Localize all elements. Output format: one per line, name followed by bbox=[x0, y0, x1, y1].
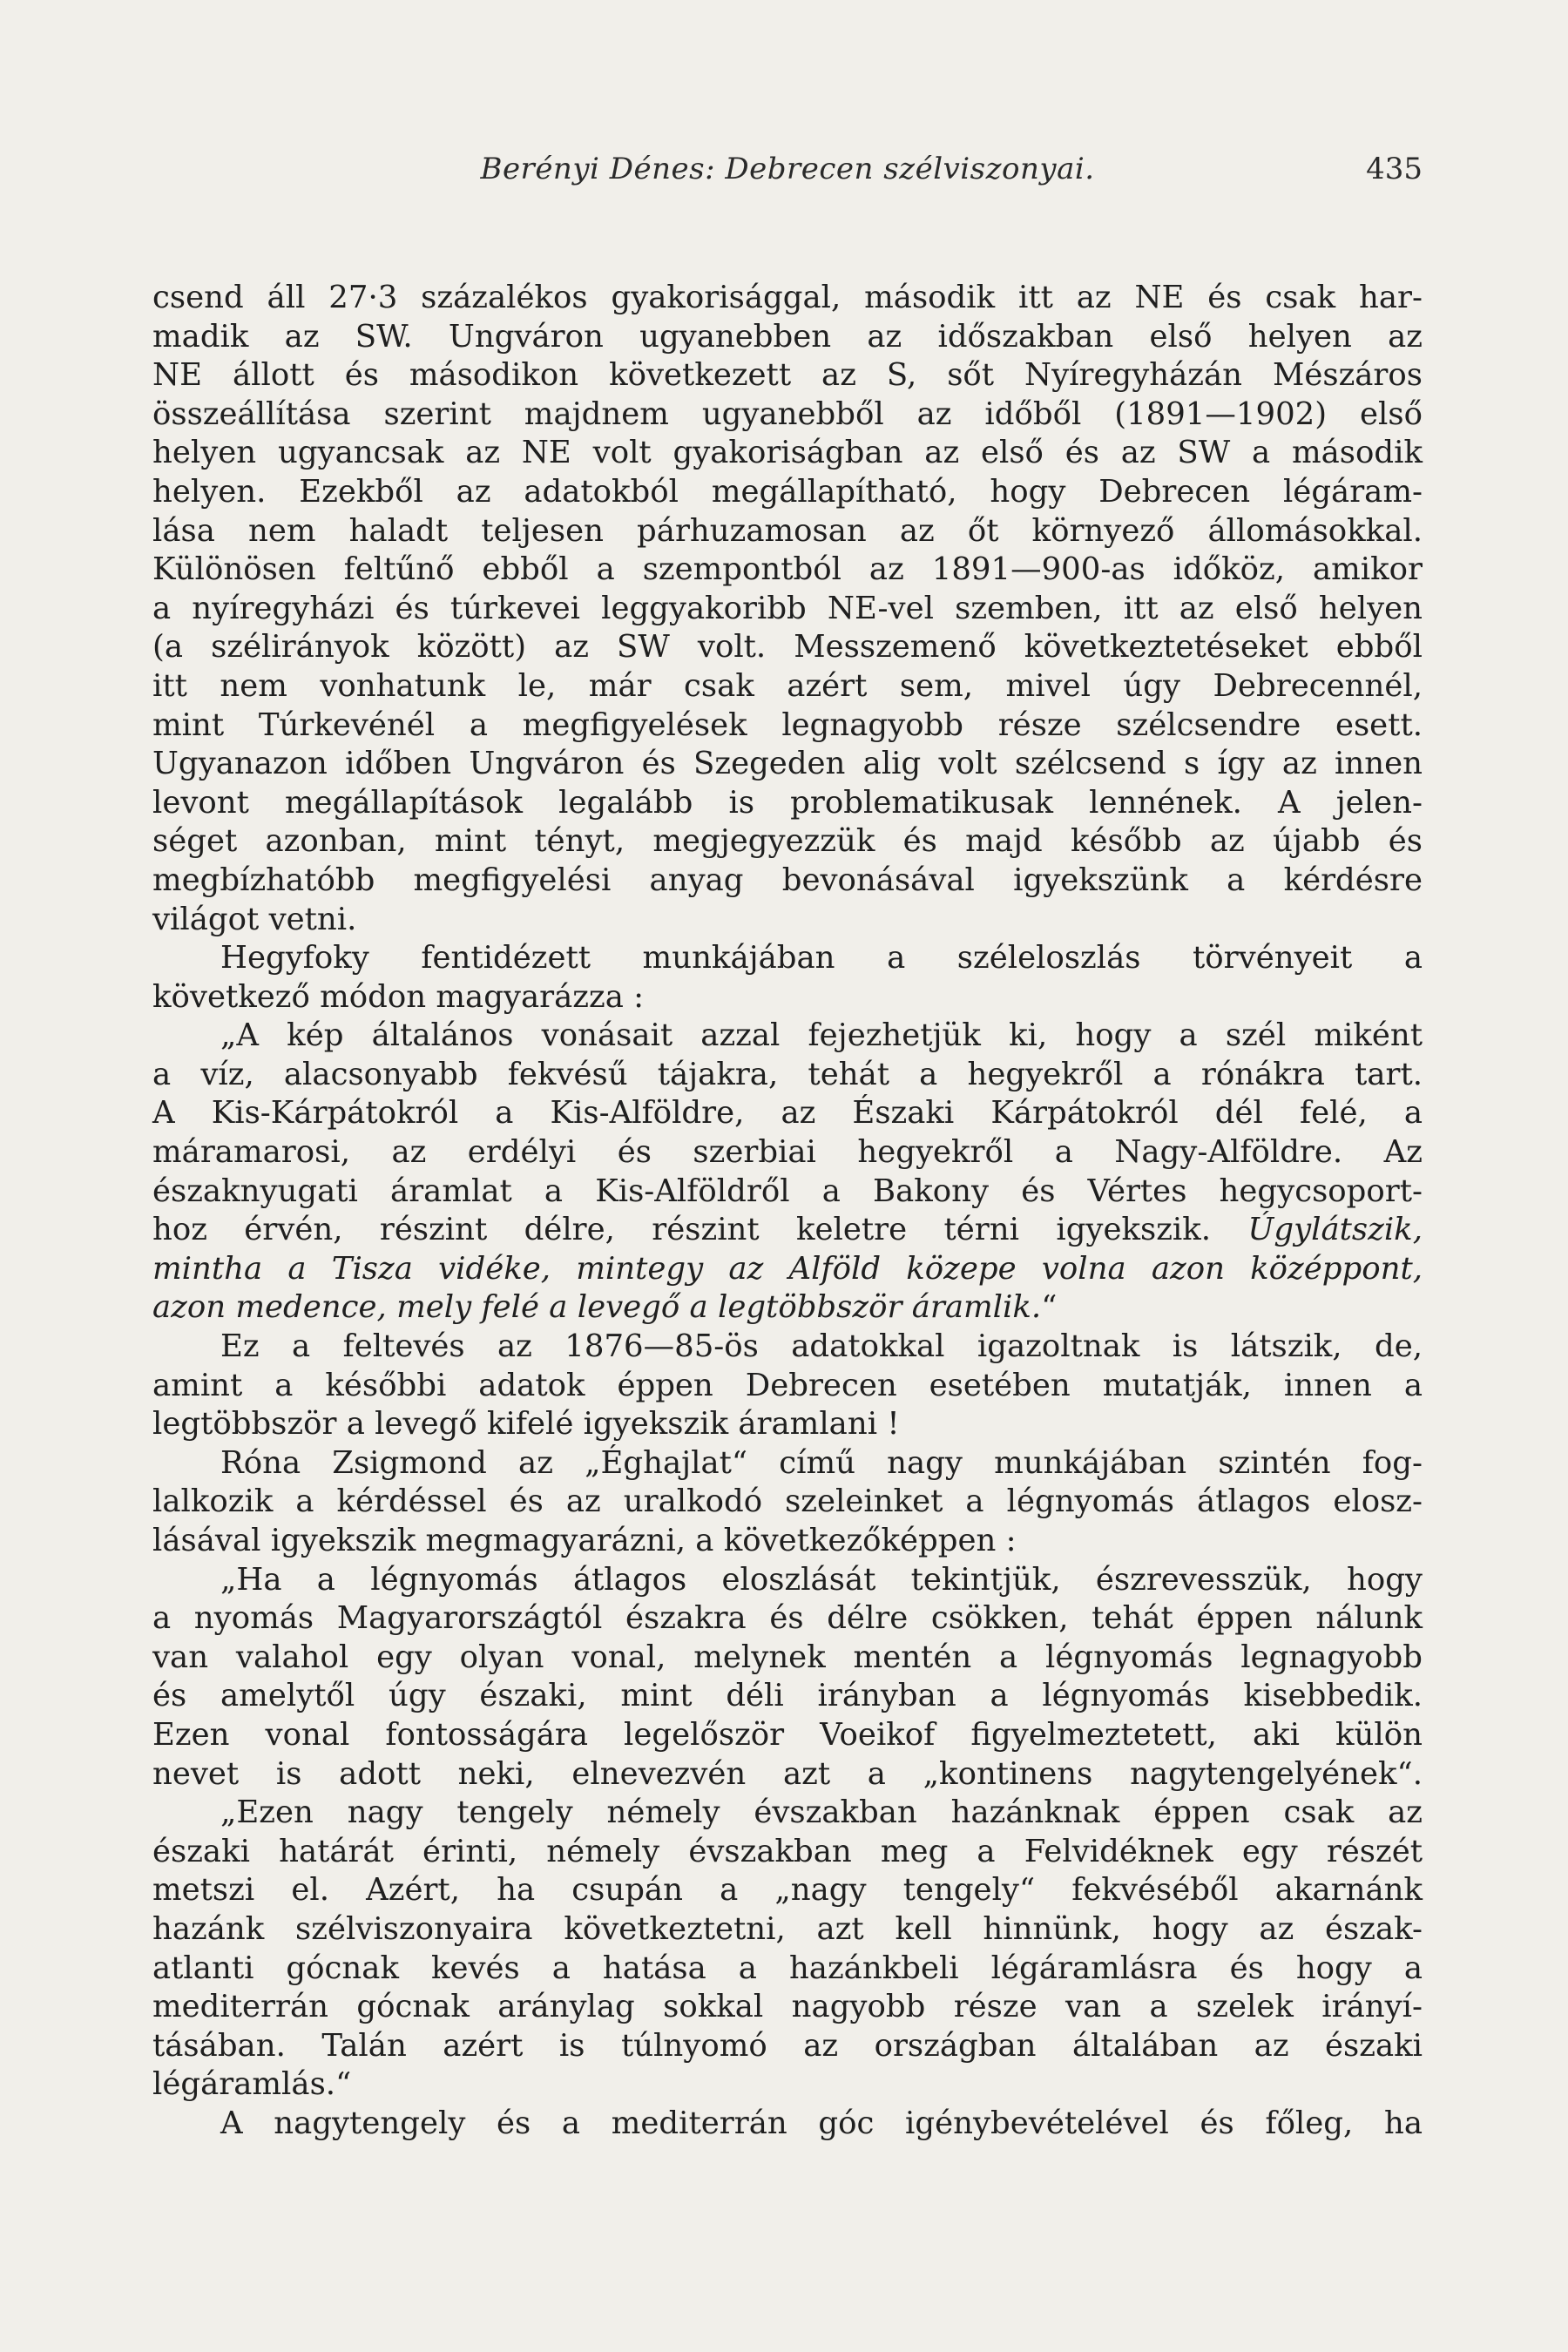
running-head bbox=[152, 152, 1423, 197]
text-line: séget azonban, mint tényt, megjegyezzük és majd később az újabb és bbox=[152, 823, 1423, 860]
text-line: mint Túrkevénél a megfigyelések legnagyobb része szélcsendre esett. bbox=[152, 706, 1423, 743]
text-line: hazánk szélviszonyaira következtetni, azt kell hinnünk, hogy az észak- bbox=[152, 1910, 1423, 1947]
text-line: atlanti gócnak kevés a hatása a hazánkbeli légáramlásra és hogy a bbox=[152, 1950, 1423, 1986]
page-number: 435 bbox=[1366, 152, 1423, 186]
running-title: Berényi Dénes: Debrecen szélviszonyai. bbox=[480, 152, 1095, 186]
body-text bbox=[152, 279, 1423, 2144]
text-line: A Kis-Kárpátokról a Kis-Alföldre, az Északi Kárpátokról dél felé, a bbox=[152, 1095, 1423, 1132]
text-line-mixed bbox=[152, 1211, 1423, 1250]
text-line: helyen. Ezekből az adatokból megállapítható, hogy Debrecen légáram- bbox=[152, 473, 1423, 510]
text-line: legtöbbször a levegő kifelé igyekszik áramlani ! bbox=[152, 1406, 900, 1443]
text-line: levont megállapítások legalább is problematikusak lennének. A jelen- bbox=[152, 784, 1423, 821]
text-line: a nyomás Magyarországtól északra és délre csökken, tehát éppen nálunk bbox=[152, 1600, 1423, 1637]
text-line: madik az SW. Ungváron ugyanebben az időszakban első helyen az bbox=[152, 318, 1423, 355]
text-line: a víz, alacsonyabb fekvésű tájakra, tehát a hegyekről a rónákra tart. bbox=[152, 1056, 1423, 1092]
text-line: A nagytengely és a mediterrán góc igénybevételével és főleg, ha bbox=[220, 2105, 1423, 2141]
text-line: északi határát érinti, némely évszakban meg a Felvidéknek egy részét bbox=[152, 1833, 1423, 1869]
text-fragment: hoz érvén, részint délre, részint keletre térni igyekszik. bbox=[152, 1212, 1212, 1248]
text-line: a nyíregyházi és túrkevei leggyakoribb NE-vel szemben, itt az első helyen bbox=[152, 590, 1423, 626]
text-line: összeállítása szerint majdnem ugyanebből az időből (1891—1902) első bbox=[152, 395, 1423, 432]
paragraph-1 bbox=[152, 279, 1423, 939]
text-line: légáramlás.“ bbox=[152, 2066, 352, 2103]
text-line: Hegyfoky fentidézett munkájában a széleloszlás törvényeit a bbox=[220, 940, 1423, 977]
text-line: „Ezen nagy tengely némely évszakban hazánknak éppen csak az bbox=[220, 1794, 1423, 1831]
paragraph-6-quote bbox=[152, 1561, 1423, 1794]
closing-quote: “ bbox=[1041, 1289, 1058, 1326]
paragraph-5 bbox=[152, 1444, 1423, 1561]
text-line: tásában. Talán azért is túlnyomó az országban általában az északi bbox=[152, 2027, 1423, 2064]
paragraph-8 bbox=[152, 2105, 1423, 2144]
text-line: Ugyanazon időben Ungváron és Szegeden alig volt szélcsend s így az innen bbox=[152, 746, 1423, 782]
text-line: világot vetni. bbox=[152, 901, 357, 937]
italic-fragment: Úgylátszik, bbox=[1247, 1212, 1423, 1248]
text-line: van valahol egy olyan vonal, melynek mentén a légnyomás legnagyobb bbox=[152, 1639, 1423, 1675]
text-line: nevet is adott neki, elnevezvén azt a „kontinens nagytengelyének“. bbox=[152, 1755, 1423, 1792]
text-line: következő módon magyarázza : bbox=[152, 978, 645, 1015]
text-line: „Ha a légnyomás átlagos eloszlását tekintjük, észrevesszük, hogy bbox=[220, 1561, 1423, 1598]
text-line: csend áll 27·3 százalékos gyakorisággal, második itt az NE és csak har- bbox=[152, 280, 1423, 315]
paragraph-4 bbox=[152, 1328, 1423, 1444]
text-line: „A kép általános vonásait azzal fejezhetjük ki, hogy a szél miként bbox=[220, 1017, 1423, 1054]
text-line: mediterrán gócnak aránylag sokkal nagyobb része van a szelek irányí- bbox=[152, 1989, 1423, 2025]
text-line-mixed bbox=[152, 1288, 1423, 1328]
text-line: lása nem haladt teljesen párhuzamosan az őt környező állomásokkal. bbox=[152, 512, 1423, 549]
text-line: megbízhatóbb megfigyelési anyag bevonásával igyekszünk a kérdésre bbox=[152, 862, 1423, 898]
text-line: amint a későbbi adatok éppen Debrecen esetében mutatják, innen a bbox=[152, 1367, 1423, 1403]
text-line: lásával igyekszik megmagyarázni, a következőképpen : bbox=[152, 1523, 1017, 1558]
paragraph-7-quote bbox=[152, 1794, 1423, 2105]
text-line: máramarosi, az erdélyi és szerbiai hegyekről a Nagy-Alföldre. Az bbox=[152, 1134, 1423, 1171]
text-line: Különösen feltűnő ebből a szempontból az 1891—900-as időköz, amikor bbox=[152, 551, 1423, 588]
text-line: Róna Zsigmond az „Éghajlat“ című nagy munkájában szintén fog- bbox=[220, 1444, 1423, 1481]
text-line: NE állott és másodikon következett az S, sőt Nyíregyházán Mészáros bbox=[152, 357, 1423, 394]
text-line: lalkozik a kérdéssel és az uralkodó szeleinket a légnyomás átlagos elosz- bbox=[152, 1484, 1423, 1520]
text-line: és amelytől úgy északi, mint déli irányban a légnyomás kisebbedik. bbox=[152, 1678, 1423, 1714]
text-line: (a szélirányok között) az SW volt. Messzemenő következtetéseket ebből bbox=[152, 629, 1423, 666]
paragraph-2 bbox=[152, 939, 1423, 1017]
text-line: Ez a feltevés az 1876—85-ös adatokkal igazoltnak is látszik, de, bbox=[220, 1328, 1423, 1365]
italic-fragment: azon medence, mely felé a levegő a legtöbbször áramlik. bbox=[152, 1289, 1042, 1326]
paragraph-3-quote bbox=[152, 1017, 1423, 1328]
text-line: Ezen vonal fontosságára legelőször Voeikof figyelmeztetett, aki külön bbox=[152, 1716, 1423, 1753]
italic-line: mintha a Tisza vidéke, mintegy az Alföld közepe volna azon középpont, bbox=[152, 1250, 1423, 1287]
text-line: metszi el. Azért, ha csupán a „nagy tengely“ fekvéséből akarnánk bbox=[152, 1872, 1423, 1909]
text-line: helyen ugyancsak az NE volt gyakoriságban az első és az SW a második bbox=[152, 435, 1423, 471]
text-line: itt nem vonhatunk le, már csak azért sem, mivel úgy Debrecennél, bbox=[152, 667, 1423, 704]
text-line: északnyugati áramlat a Kis-Alföldről a Bakony és Vértes hegycsoport- bbox=[152, 1173, 1423, 1209]
